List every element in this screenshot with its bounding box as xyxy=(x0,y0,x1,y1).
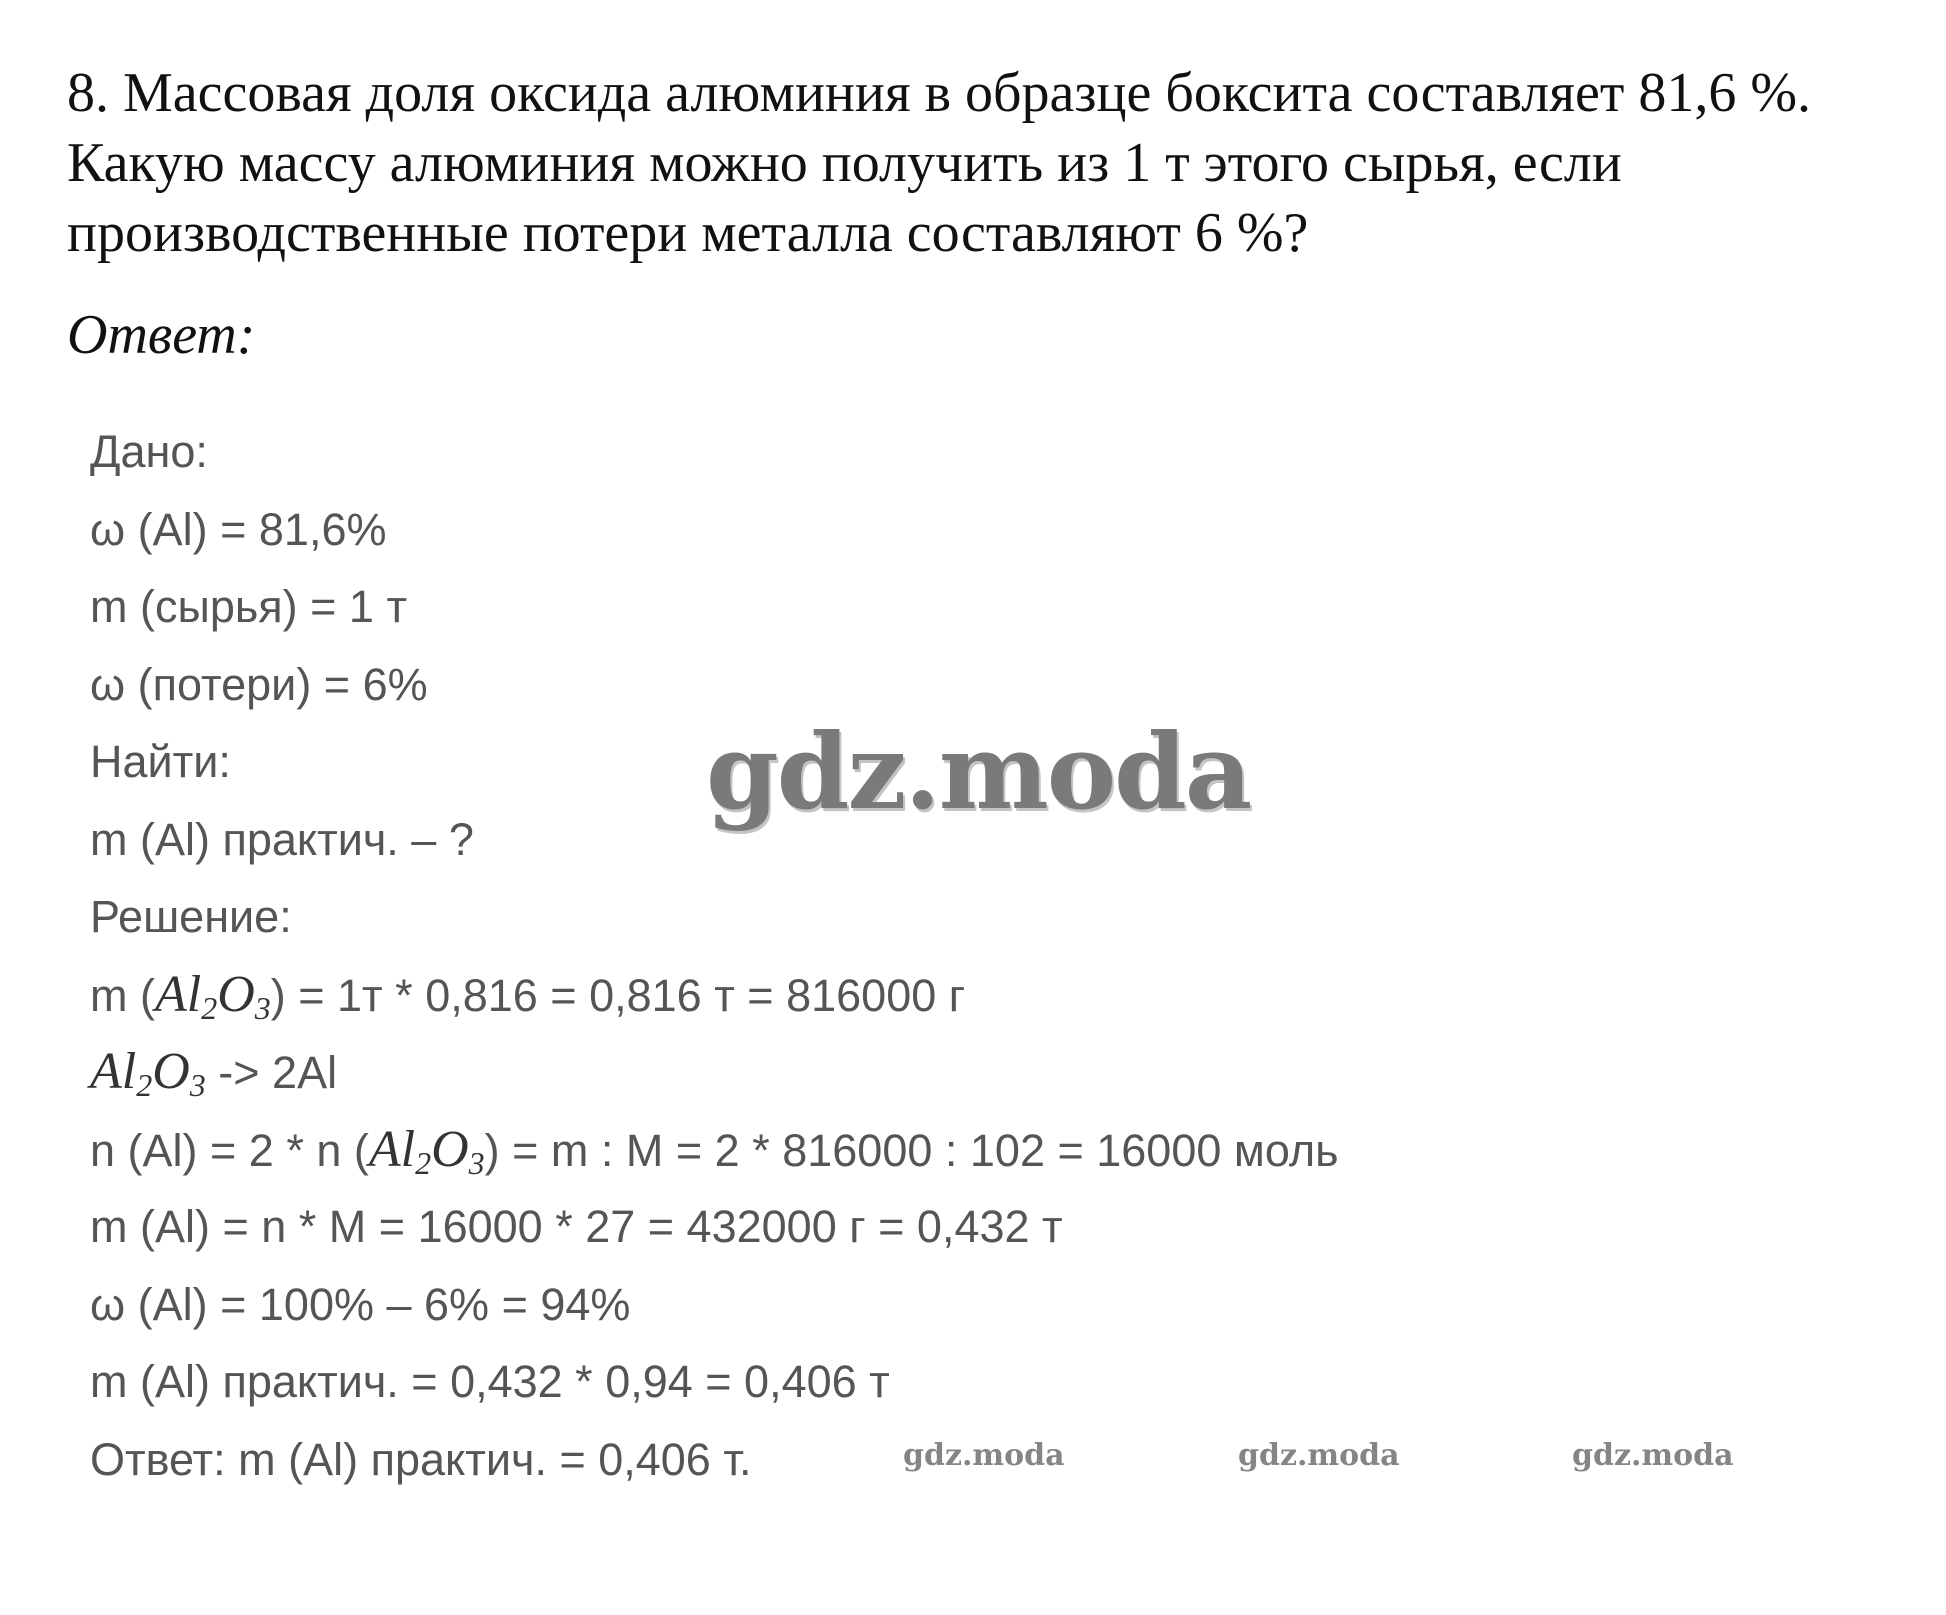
watermark-small-3: gdz.moda xyxy=(1572,1438,1734,1473)
watermark-small-2: gdz.moda xyxy=(1238,1438,1400,1473)
given-item-raw-mass: m (сырья) = 1 т xyxy=(90,581,408,632)
formula-al2o3: $Al_2O_3$ xyxy=(368,1121,485,1181)
formula-al2o3: $Al_2O_3$ xyxy=(90,1043,206,1103)
step-1-suffix: ) = 1т * 0,816 = 0,816 т = 816000 г xyxy=(270,970,966,1021)
problem-line-3: производственные потери металла составляют 6 %? xyxy=(67,202,1309,264)
final-answer: Ответ: m (Al) практич. = 0,406 т. xyxy=(90,1434,752,1485)
solution-step-4: m (Al) = n * M = 16000 * 27 = 432000 г = 0,432 т xyxy=(90,1201,1063,1252)
solution-step-3 xyxy=(90,1122,1339,1191)
watermark-small-1: gdz.moda xyxy=(903,1438,1065,1473)
given-label: Дано: xyxy=(90,426,208,477)
given-item-losses: ω (потери) = 6% xyxy=(90,659,428,710)
solution-step-2 xyxy=(90,1044,337,1113)
given-item-mass-fraction: ω (Al) = 81,6% xyxy=(90,504,387,555)
solution-step-6: m (Al) практич. = 0,432 * 0,94 = 0,406 т xyxy=(90,1356,890,1407)
solution-label: Решение: xyxy=(90,891,292,942)
solution-step-1 xyxy=(90,967,965,1036)
find-item: m (Al) практич. – ? xyxy=(90,814,474,865)
find-label: Найти: xyxy=(90,736,231,787)
step-1-prefix: m ( xyxy=(90,970,155,1021)
problem-line-1: 8. Массовая доля оксида алюминия в образце боксита составляет 81,6 %. xyxy=(67,62,1811,124)
step-3-suffix: ) = m : M = 2 * 816000 : 102 = 16000 моль xyxy=(484,1125,1339,1176)
solution-step-5: ω (Al) = 100% – 6% = 94% xyxy=(90,1279,631,1330)
problem-statement xyxy=(67,58,1927,268)
answer-heading: Ответ: xyxy=(67,304,256,366)
watermark-large: gdz.moda xyxy=(706,710,1251,833)
step-3-prefix: n (Al) = 2 * n ( xyxy=(90,1125,369,1176)
formula-al2o3: $Al_2O_3$ xyxy=(154,966,271,1026)
step-2-suffix: -> 2Al xyxy=(205,1047,338,1098)
problem-line-2: Какую массу алюминия можно получить из 1 т этого сырья, если xyxy=(67,132,1622,194)
